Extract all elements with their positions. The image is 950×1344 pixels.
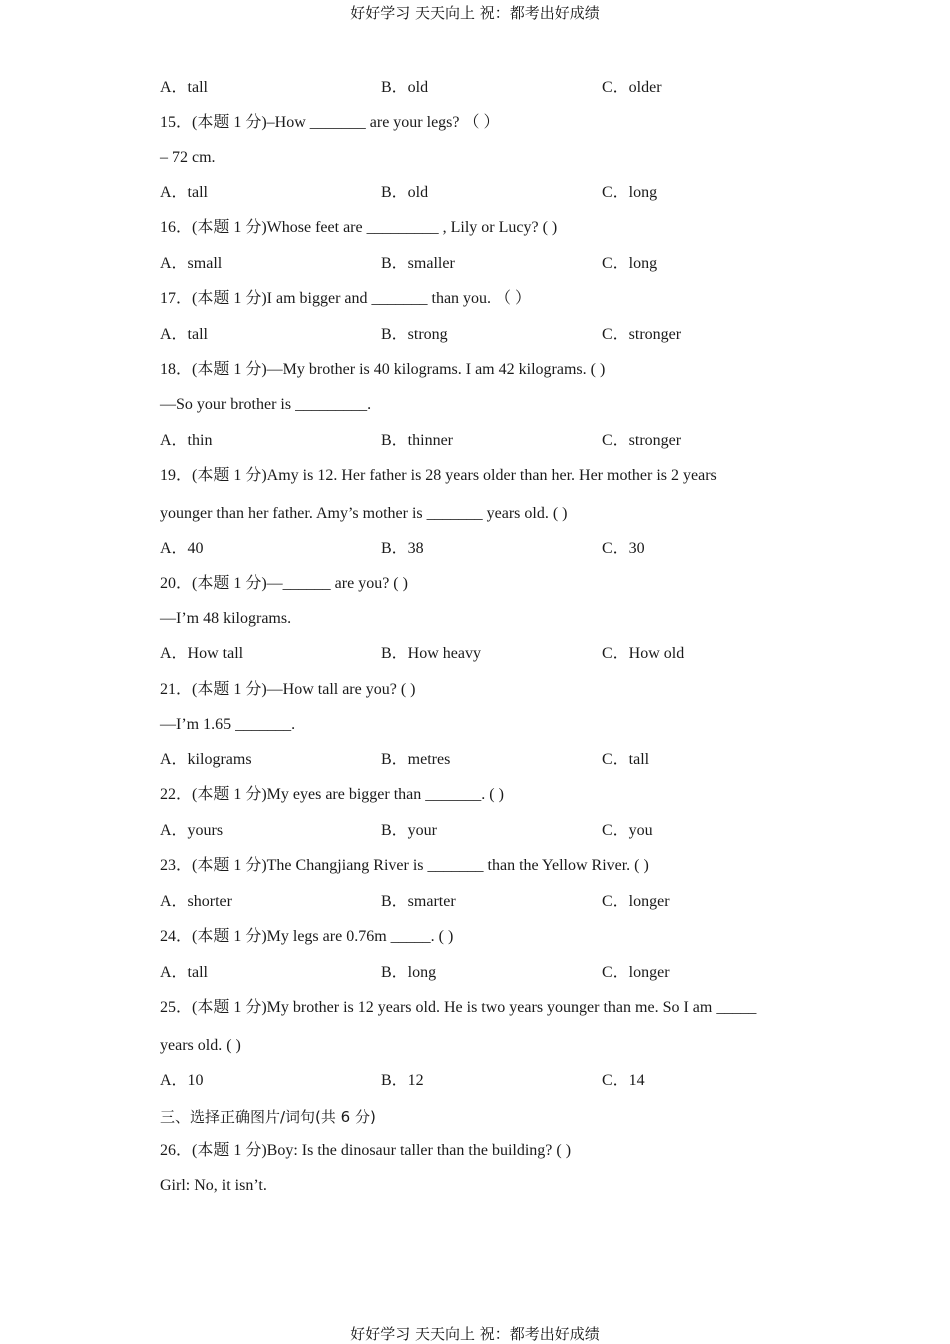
option-b: B．How heavy bbox=[381, 645, 481, 662]
question-text: —So your brother is _________. bbox=[160, 396, 372, 413]
option-c: C．longer bbox=[602, 893, 670, 910]
question-text: 24．(本题 1 分)My legs are 0.76m _____. ( ) bbox=[160, 928, 454, 945]
question-text: 26．(本题 1 分)Boy: Is the dinosaur taller than the building? ( ) bbox=[160, 1142, 572, 1159]
question-text: 22．(本题 1 分)My eyes are bigger than _______. ( ) bbox=[160, 786, 504, 803]
question-text: 19．(本题 1 分)Amy is 12. Her father is 28 years older than her. Her mother is 2 years bbox=[160, 467, 717, 484]
option-c: C．older bbox=[602, 79, 662, 96]
option-b: B．metres bbox=[381, 751, 451, 768]
option-c: C．long bbox=[602, 184, 658, 201]
option-c: C．30 bbox=[602, 540, 645, 557]
option-a: A．thin bbox=[160, 432, 213, 449]
option-c: C．14 bbox=[602, 1072, 645, 1089]
option-a: A．tall bbox=[160, 79, 208, 96]
question-text: 25．(本题 1 分)My brother is 12 years old. He is two years younger than me. So I am _____ bbox=[160, 999, 757, 1016]
page-header: 好好学习 天天向上 祝：都考出好成绩 bbox=[350, 4, 600, 22]
answer-options bbox=[160, 750, 800, 770]
option-a: A．tall bbox=[160, 964, 208, 981]
option-a: A．shorter bbox=[160, 893, 232, 910]
option-a: A．tall bbox=[160, 326, 208, 343]
question-text: 18．(本题 1 分)—My brother is 40 kilograms. I am 42 kilograms. ( ) bbox=[160, 361, 606, 378]
option-c: C．stronger bbox=[602, 326, 682, 343]
answer-options bbox=[160, 325, 800, 345]
question-text: 20．(本题 1 分)—______ are you? ( ) bbox=[160, 575, 408, 592]
answer-options bbox=[160, 821, 800, 841]
question-text: years old. ( ) bbox=[160, 1037, 241, 1054]
section-heading: 三、选择正确图片/词句(共 6 分) bbox=[160, 1108, 376, 1126]
question-text: —I’m 1.65 _______. bbox=[160, 716, 296, 733]
question-text: 21．(本题 1 分)—How tall are you? ( ) bbox=[160, 681, 416, 698]
option-a: A．tall bbox=[160, 184, 208, 201]
answer-options bbox=[160, 254, 800, 274]
answer-options bbox=[160, 892, 800, 912]
question-text: 17．(本题 1 分)I am bigger and _______ than you. （ ） bbox=[160, 290, 532, 307]
option-b: B．old bbox=[381, 184, 429, 201]
question-text: 16．(本题 1 分)Whose feet are _________ , Lily or Lucy? ( ) bbox=[160, 219, 558, 236]
option-c: C．longer bbox=[602, 964, 670, 981]
option-b: B．your bbox=[381, 822, 438, 839]
answer-options bbox=[160, 963, 800, 983]
question-text: younger than her father. Amy’s mother is _______ years old. ( ) bbox=[160, 505, 568, 522]
option-b: B．smarter bbox=[381, 893, 456, 910]
option-b: B．long bbox=[381, 964, 437, 981]
answer-options bbox=[160, 78, 800, 98]
answer-options bbox=[160, 644, 800, 664]
option-b: B．old bbox=[381, 79, 429, 96]
question-text: 23．(本题 1 分)The Changjiang River is _______ than the Yellow River. ( ) bbox=[160, 857, 649, 874]
option-a: A．40 bbox=[160, 540, 204, 557]
option-a: A．10 bbox=[160, 1072, 204, 1089]
option-b: B．thinner bbox=[381, 432, 453, 449]
question-text: – 72 cm. bbox=[160, 149, 216, 166]
option-b: B．38 bbox=[381, 540, 424, 557]
option-a: A．kilograms bbox=[160, 751, 252, 768]
option-b: B．12 bbox=[381, 1072, 424, 1089]
answer-options bbox=[160, 183, 800, 203]
question-text: Girl: No, it isn’t. bbox=[160, 1177, 267, 1194]
option-b: B．strong bbox=[381, 326, 448, 343]
option-c: C．stronger bbox=[602, 432, 682, 449]
option-c: C．long bbox=[602, 255, 658, 272]
page-footer: 好好学习 天天向上 祝：都考出好成绩 bbox=[350, 1325, 600, 1343]
answer-options bbox=[160, 431, 800, 451]
answer-options bbox=[160, 539, 800, 559]
option-a: A．yours bbox=[160, 822, 224, 839]
option-c: C．How old bbox=[602, 645, 685, 662]
option-a: A．How tall bbox=[160, 645, 244, 662]
question-text: —I’m 48 kilograms. bbox=[160, 610, 292, 627]
option-c: C．tall bbox=[602, 751, 650, 768]
option-a: A．small bbox=[160, 255, 223, 272]
option-c: C．you bbox=[602, 822, 653, 839]
option-b: B．smaller bbox=[381, 255, 455, 272]
question-text: 15．(本题 1 分)–How _______ are your legs? （ ） bbox=[160, 114, 500, 131]
answer-options bbox=[160, 1071, 800, 1091]
